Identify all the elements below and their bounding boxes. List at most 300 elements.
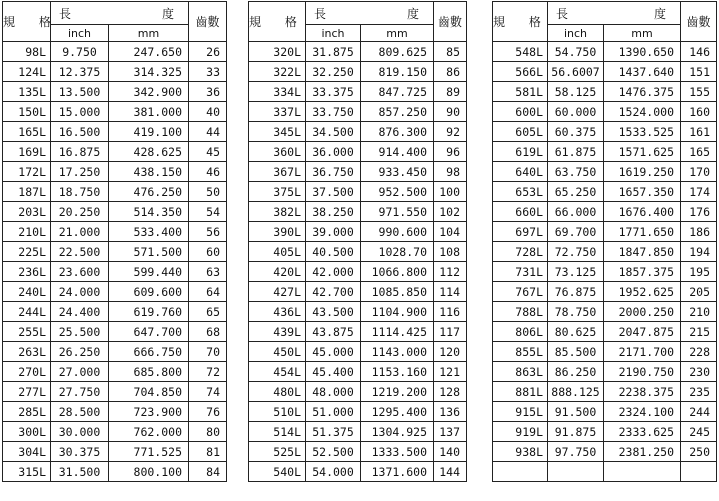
teeth-cell: 45 xyxy=(189,142,227,162)
table-row xyxy=(249,42,467,62)
mm-cell: 809.625 xyxy=(361,42,434,62)
spec-cell: 360L xyxy=(249,142,306,162)
spec-cell: 767L xyxy=(493,282,548,302)
spec-cell: 150L xyxy=(3,102,51,122)
mm-cell: 1333.500 xyxy=(361,442,434,462)
table-row xyxy=(3,282,227,302)
table-row xyxy=(493,42,717,62)
table-row xyxy=(249,202,467,222)
spec-cell: 863L xyxy=(493,362,548,382)
mm-cell: 314.325 xyxy=(109,62,189,82)
spec-cell: 236L xyxy=(3,262,51,282)
mm-cell: 419.100 xyxy=(109,122,189,142)
teeth-cell: 46 xyxy=(189,162,227,182)
inch-cell: 888.125 xyxy=(548,382,604,402)
teeth-cell: 90 xyxy=(434,102,467,122)
teeth-cell: 117 xyxy=(434,322,467,342)
inch-cell: 54.000 xyxy=(306,462,361,482)
teeth-cell: 215 xyxy=(681,322,717,342)
mm-cell: 1114.425 xyxy=(361,322,434,342)
spec-cell: 277L xyxy=(3,382,51,402)
inch-cell: 43.875 xyxy=(306,322,361,342)
table-row xyxy=(493,162,717,182)
inch-cell: 97.750 xyxy=(548,442,604,462)
mm-cell: 2190.750 xyxy=(604,362,681,382)
teeth-cell: 81 xyxy=(189,442,227,462)
mm-cell: 1524.000 xyxy=(604,102,681,122)
teeth-cell: 165 xyxy=(681,142,717,162)
mm-cell: 1657.350 xyxy=(604,182,681,202)
inch-cell: 13.500 xyxy=(51,82,109,102)
mm-cell: 990.600 xyxy=(361,222,434,242)
inch-cell: 48.000 xyxy=(306,382,361,402)
spec-cell: 322L xyxy=(249,62,306,82)
spec-cell xyxy=(493,462,548,482)
teeth-cell: 89 xyxy=(434,82,467,102)
inch-cell: 17.250 xyxy=(51,162,109,182)
mm-cell: 800.100 xyxy=(109,462,189,482)
inch-cell: 45.000 xyxy=(306,342,361,362)
teeth-cell: 137 xyxy=(434,422,467,442)
table-row xyxy=(249,242,467,262)
table-row xyxy=(3,102,227,122)
mm-cell: 609.600 xyxy=(109,282,189,302)
mm-cell: 819.150 xyxy=(361,62,434,82)
mm-cell: 1028.70 xyxy=(361,242,434,262)
mm-cell: 876.300 xyxy=(361,122,434,142)
mm-cell: 1847.850 xyxy=(604,242,681,262)
mm-cell: 1371.600 xyxy=(361,462,434,482)
mm-cell: 771.525 xyxy=(109,442,189,462)
inch-cell: 72.750 xyxy=(548,242,604,262)
teeth-cell: 186 xyxy=(681,222,717,242)
spec-cell: 600L xyxy=(493,102,548,122)
spec-cell: 788L xyxy=(493,302,548,322)
inch-cell: 32.250 xyxy=(306,62,361,82)
teeth-cell: 36 xyxy=(189,82,227,102)
mm-cell: 1676.400 xyxy=(604,202,681,222)
spec-cell: 375L xyxy=(249,182,306,202)
teeth-cell: 26 xyxy=(189,42,227,62)
teeth-cell: 121 xyxy=(434,362,467,382)
table-row xyxy=(249,62,467,82)
mm-header: mm xyxy=(604,25,681,42)
table-row xyxy=(249,82,467,102)
mm-cell: 428.625 xyxy=(109,142,189,162)
table-row xyxy=(493,382,717,402)
spec-cell: 169L xyxy=(3,142,51,162)
table-row xyxy=(3,462,227,482)
length-header-a: 長 xyxy=(556,7,569,21)
teeth-cell: 86 xyxy=(434,62,467,82)
mm-cell: 2381.250 xyxy=(604,442,681,462)
length-header-b: 度 xyxy=(161,7,174,21)
table-row xyxy=(3,182,227,202)
inch-cell: 23.600 xyxy=(51,262,109,282)
spec-cell: 255L xyxy=(3,322,51,342)
mm-cell: 1104.900 xyxy=(361,302,434,322)
spec-cell: 915L xyxy=(493,402,548,422)
inch-cell: 60.375 xyxy=(548,122,604,142)
table-row xyxy=(493,282,717,302)
mm-cell: 619.760 xyxy=(109,302,189,322)
teeth-cell: 112 xyxy=(434,262,467,282)
spec-cell: 731L xyxy=(493,262,548,282)
mm-cell: 723.900 xyxy=(109,402,189,422)
length-header-a: 長 xyxy=(59,7,72,21)
table-row xyxy=(493,202,717,222)
inch-cell: 16.500 xyxy=(51,122,109,142)
length-header xyxy=(51,2,189,25)
mm-cell: 933.450 xyxy=(361,162,434,182)
spec-cell: 806L xyxy=(493,322,548,342)
inch-cell: 27.000 xyxy=(51,362,109,382)
table-row xyxy=(493,422,717,442)
spec-cell: 300L xyxy=(3,422,51,442)
spec-cell: 135L xyxy=(3,82,51,102)
spec-cell: 619L xyxy=(493,142,548,162)
table-row xyxy=(493,242,717,262)
mm-cell: 1437.640 xyxy=(604,62,681,82)
inch-cell: 54.750 xyxy=(548,42,604,62)
teeth-cell: 96 xyxy=(434,142,467,162)
teeth-cell: 194 xyxy=(681,242,717,262)
mm-cell xyxy=(604,462,681,482)
mm-cell: 1857.375 xyxy=(604,262,681,282)
table-row xyxy=(3,302,227,322)
mm-cell: 666.750 xyxy=(109,342,189,362)
inch-cell: 12.375 xyxy=(51,62,109,82)
spec-cell: 660L xyxy=(493,202,548,222)
teeth-cell: 85 xyxy=(434,42,467,62)
table-row xyxy=(493,62,717,82)
spec-cell: 124L xyxy=(3,62,51,82)
mm-header: mm xyxy=(109,25,189,42)
spec-cell: 320L xyxy=(249,42,306,62)
inch-cell: 15.000 xyxy=(51,102,109,122)
inch-cell: 31.875 xyxy=(306,42,361,62)
inch-cell: 9.750 xyxy=(51,42,109,62)
mm-header: mm xyxy=(361,25,434,42)
teeth-cell: 84 xyxy=(189,462,227,482)
inch-cell: 42.700 xyxy=(306,282,361,302)
teeth-cell: 155 xyxy=(681,82,717,102)
spec-cell: 653L xyxy=(493,182,548,202)
teeth-cell: 195 xyxy=(681,262,717,282)
teeth-header: 齒數 xyxy=(434,2,467,42)
mm-cell: 2000.250 xyxy=(604,302,681,322)
teeth-cell: 70 xyxy=(189,342,227,362)
inch-cell: 39.000 xyxy=(306,222,361,242)
teeth-cell: 44 xyxy=(189,122,227,142)
inch-cell: 36.000 xyxy=(306,142,361,162)
mm-cell: 1295.400 xyxy=(361,402,434,422)
spec-cell: 390L xyxy=(249,222,306,242)
mm-cell: 476.250 xyxy=(109,182,189,202)
table-row xyxy=(3,202,227,222)
mm-cell: 599.440 xyxy=(109,262,189,282)
inch-cell: 30.000 xyxy=(51,422,109,442)
spec-cell: 938L xyxy=(493,442,548,462)
mm-cell: 2171.700 xyxy=(604,342,681,362)
inch-cell: 25.500 xyxy=(51,322,109,342)
spec-cell: 640L xyxy=(493,162,548,182)
teeth-cell: 250 xyxy=(681,442,717,462)
spec-cell: 436L xyxy=(249,302,306,322)
table-row xyxy=(3,242,227,262)
inch-cell: 34.500 xyxy=(306,122,361,142)
spec-cell: 697L xyxy=(493,222,548,242)
inch-cell: 26.250 xyxy=(51,342,109,362)
spec-cell: 225L xyxy=(3,242,51,262)
inch-cell: 86.250 xyxy=(548,362,604,382)
inch-cell: 33.750 xyxy=(306,102,361,122)
table-row xyxy=(493,82,717,102)
inch-cell: 91.500 xyxy=(548,402,604,422)
mm-cell: 2047.875 xyxy=(604,322,681,342)
table-row xyxy=(249,442,467,462)
inch-cell: 30.375 xyxy=(51,442,109,462)
teeth-cell: 120 xyxy=(434,342,467,362)
spec-cell: 728L xyxy=(493,242,548,262)
mm-cell: 1619.250 xyxy=(604,162,681,182)
spec-cell: 304L xyxy=(3,442,51,462)
mm-cell: 1390.650 xyxy=(604,42,681,62)
table-row xyxy=(493,222,717,242)
teeth-cell: 98 xyxy=(434,162,467,182)
spec-cell: 270L xyxy=(3,362,51,382)
table-row xyxy=(493,142,717,162)
table-row xyxy=(249,362,467,382)
teeth-cell: 108 xyxy=(434,242,467,262)
inch-cell xyxy=(548,462,604,482)
table-row xyxy=(3,142,227,162)
inch-cell: 38.250 xyxy=(306,202,361,222)
teeth-header: 齒數 xyxy=(681,2,717,42)
table-row xyxy=(3,442,227,462)
mm-cell: 342.900 xyxy=(109,82,189,102)
inch-cell: 61.875 xyxy=(548,142,604,162)
mm-cell: 247.650 xyxy=(109,42,189,62)
inch-cell: 63.750 xyxy=(548,162,604,182)
table-row xyxy=(3,162,227,182)
inch-cell: 80.625 xyxy=(548,322,604,342)
teeth-cell: 63 xyxy=(189,262,227,282)
spec-cell: 285L xyxy=(3,402,51,422)
inch-cell: 85.500 xyxy=(548,342,604,362)
inch-cell: 51.375 xyxy=(306,422,361,442)
spec-cell: 525L xyxy=(249,442,306,462)
spec-cell: 454L xyxy=(249,362,306,382)
spec-cell: 919L xyxy=(493,422,548,442)
spec-cell: 172L xyxy=(3,162,51,182)
teeth-cell: 170 xyxy=(681,162,717,182)
spec-cell: 263L xyxy=(3,342,51,362)
inch-cell: 66.000 xyxy=(548,202,604,222)
mm-cell: 2333.625 xyxy=(604,422,681,442)
teeth-cell: 76 xyxy=(189,402,227,422)
table-row xyxy=(493,262,717,282)
length-header xyxy=(548,2,681,25)
teeth-cell: 235 xyxy=(681,382,717,402)
inch-cell: 52.500 xyxy=(306,442,361,462)
mm-cell: 1304.925 xyxy=(361,422,434,442)
table-row xyxy=(493,322,717,342)
table-row xyxy=(3,382,227,402)
spec-cell: 244L xyxy=(3,302,51,322)
spec-cell: 514L xyxy=(249,422,306,442)
teeth-cell: 65 xyxy=(189,302,227,322)
inch-cell: 24.000 xyxy=(51,282,109,302)
table-row xyxy=(493,402,717,422)
inch-cell: 76.875 xyxy=(548,282,604,302)
table-row xyxy=(3,422,227,442)
teeth-cell: 64 xyxy=(189,282,227,302)
teeth-cell: 116 xyxy=(434,302,467,322)
table-row xyxy=(249,322,467,342)
table-row xyxy=(493,122,717,142)
table-row xyxy=(3,42,227,62)
spec-cell: 382L xyxy=(249,202,306,222)
spec-cell: 510L xyxy=(249,402,306,422)
inch-cell: 73.125 xyxy=(548,262,604,282)
table-row xyxy=(249,382,467,402)
table-row xyxy=(493,442,717,462)
table-row xyxy=(3,342,227,362)
inch-cell: 65.250 xyxy=(548,182,604,202)
inch-cell: 43.500 xyxy=(306,302,361,322)
inch-cell: 37.500 xyxy=(306,182,361,202)
teeth-cell: 33 xyxy=(189,62,227,82)
mm-cell: 1066.800 xyxy=(361,262,434,282)
teeth-header: 齒數 xyxy=(189,2,227,42)
mm-cell: 2238.375 xyxy=(604,382,681,402)
spec-cell: 581L xyxy=(493,82,548,102)
teeth-cell: 146 xyxy=(681,42,717,62)
spec-cell: 203L xyxy=(3,202,51,222)
inch-cell: 20.250 xyxy=(51,202,109,222)
table-row xyxy=(249,142,467,162)
table-row xyxy=(3,82,227,102)
teeth-cell: 102 xyxy=(434,202,467,222)
inch-cell: 45.400 xyxy=(306,362,361,382)
inch-cell: 24.400 xyxy=(51,302,109,322)
belt-spec-table-3 xyxy=(492,1,717,482)
teeth-cell: 210 xyxy=(681,302,717,322)
table-row xyxy=(493,302,717,322)
table-row xyxy=(249,122,467,142)
mm-cell: 685.800 xyxy=(109,362,189,382)
mm-cell: 914.400 xyxy=(361,142,434,162)
table-row xyxy=(249,162,467,182)
teeth-cell: 74 xyxy=(189,382,227,402)
table-row xyxy=(493,102,717,122)
mm-cell: 571.500 xyxy=(109,242,189,262)
spec-cell: 98L xyxy=(3,42,51,62)
teeth-cell: 128 xyxy=(434,382,467,402)
teeth-cell: 245 xyxy=(681,422,717,442)
mm-cell: 704.850 xyxy=(109,382,189,402)
spec-cell: 187L xyxy=(3,182,51,202)
table-row xyxy=(249,282,467,302)
mm-cell: 971.550 xyxy=(361,202,434,222)
table-row xyxy=(249,302,467,322)
table-row xyxy=(3,322,227,342)
table-row xyxy=(249,222,467,242)
spec-cell: 367L xyxy=(249,162,306,182)
belt-spec-table-1 xyxy=(2,1,227,482)
teeth-cell: 114 xyxy=(434,282,467,302)
inch-cell: 36.750 xyxy=(306,162,361,182)
spec-cell: 881L xyxy=(493,382,548,402)
inch-cell: 16.875 xyxy=(51,142,109,162)
spec-cell: 450L xyxy=(249,342,306,362)
mm-cell: 1085.850 xyxy=(361,282,434,302)
mm-cell: 952.500 xyxy=(361,182,434,202)
teeth-cell: 176 xyxy=(681,202,717,222)
table-row xyxy=(3,402,227,422)
spec-header: 規 格 xyxy=(3,2,51,42)
spec-cell: 605L xyxy=(493,122,548,142)
teeth-cell xyxy=(681,462,717,482)
inch-cell: 58.125 xyxy=(548,82,604,102)
inch-cell: 18.750 xyxy=(51,182,109,202)
teeth-cell: 100 xyxy=(434,182,467,202)
table-row xyxy=(3,362,227,382)
mm-cell: 438.150 xyxy=(109,162,189,182)
inch-header: inch xyxy=(51,25,109,42)
length-header xyxy=(306,2,434,25)
spec-cell: 345L xyxy=(249,122,306,142)
spec-cell: 240L xyxy=(3,282,51,302)
teeth-cell: 161 xyxy=(681,122,717,142)
spec-cell: 420L xyxy=(249,262,306,282)
table-row xyxy=(493,462,717,482)
spec-cell: 480L xyxy=(249,382,306,402)
table-row xyxy=(493,182,717,202)
spec-cell: 439L xyxy=(249,322,306,342)
inch-header: inch xyxy=(306,25,361,42)
inch-cell: 91.875 xyxy=(548,422,604,442)
teeth-cell: 205 xyxy=(681,282,717,302)
inch-cell: 22.500 xyxy=(51,242,109,262)
mm-cell: 514.350 xyxy=(109,202,189,222)
teeth-cell: 151 xyxy=(681,62,717,82)
spec-cell: 566L xyxy=(493,62,548,82)
spec-header: 規 格 xyxy=(249,2,306,42)
table-row xyxy=(3,262,227,282)
teeth-cell: 244 xyxy=(681,402,717,422)
inch-cell: 27.750 xyxy=(51,382,109,402)
table-row xyxy=(249,342,467,362)
table-row xyxy=(249,102,467,122)
teeth-cell: 160 xyxy=(681,102,717,122)
mm-cell: 647.700 xyxy=(109,322,189,342)
teeth-cell: 136 xyxy=(434,402,467,422)
inch-cell: 33.375 xyxy=(306,82,361,102)
mm-cell: 1153.160 xyxy=(361,362,434,382)
table-row xyxy=(3,62,227,82)
length-header-b: 度 xyxy=(653,7,666,21)
teeth-cell: 60 xyxy=(189,242,227,262)
mm-cell: 2324.100 xyxy=(604,402,681,422)
teeth-cell: 68 xyxy=(189,322,227,342)
spec-cell: 165L xyxy=(3,122,51,142)
inch-cell: 42.000 xyxy=(306,262,361,282)
table-row xyxy=(249,182,467,202)
mm-cell: 1476.375 xyxy=(604,82,681,102)
table-row xyxy=(249,462,467,482)
